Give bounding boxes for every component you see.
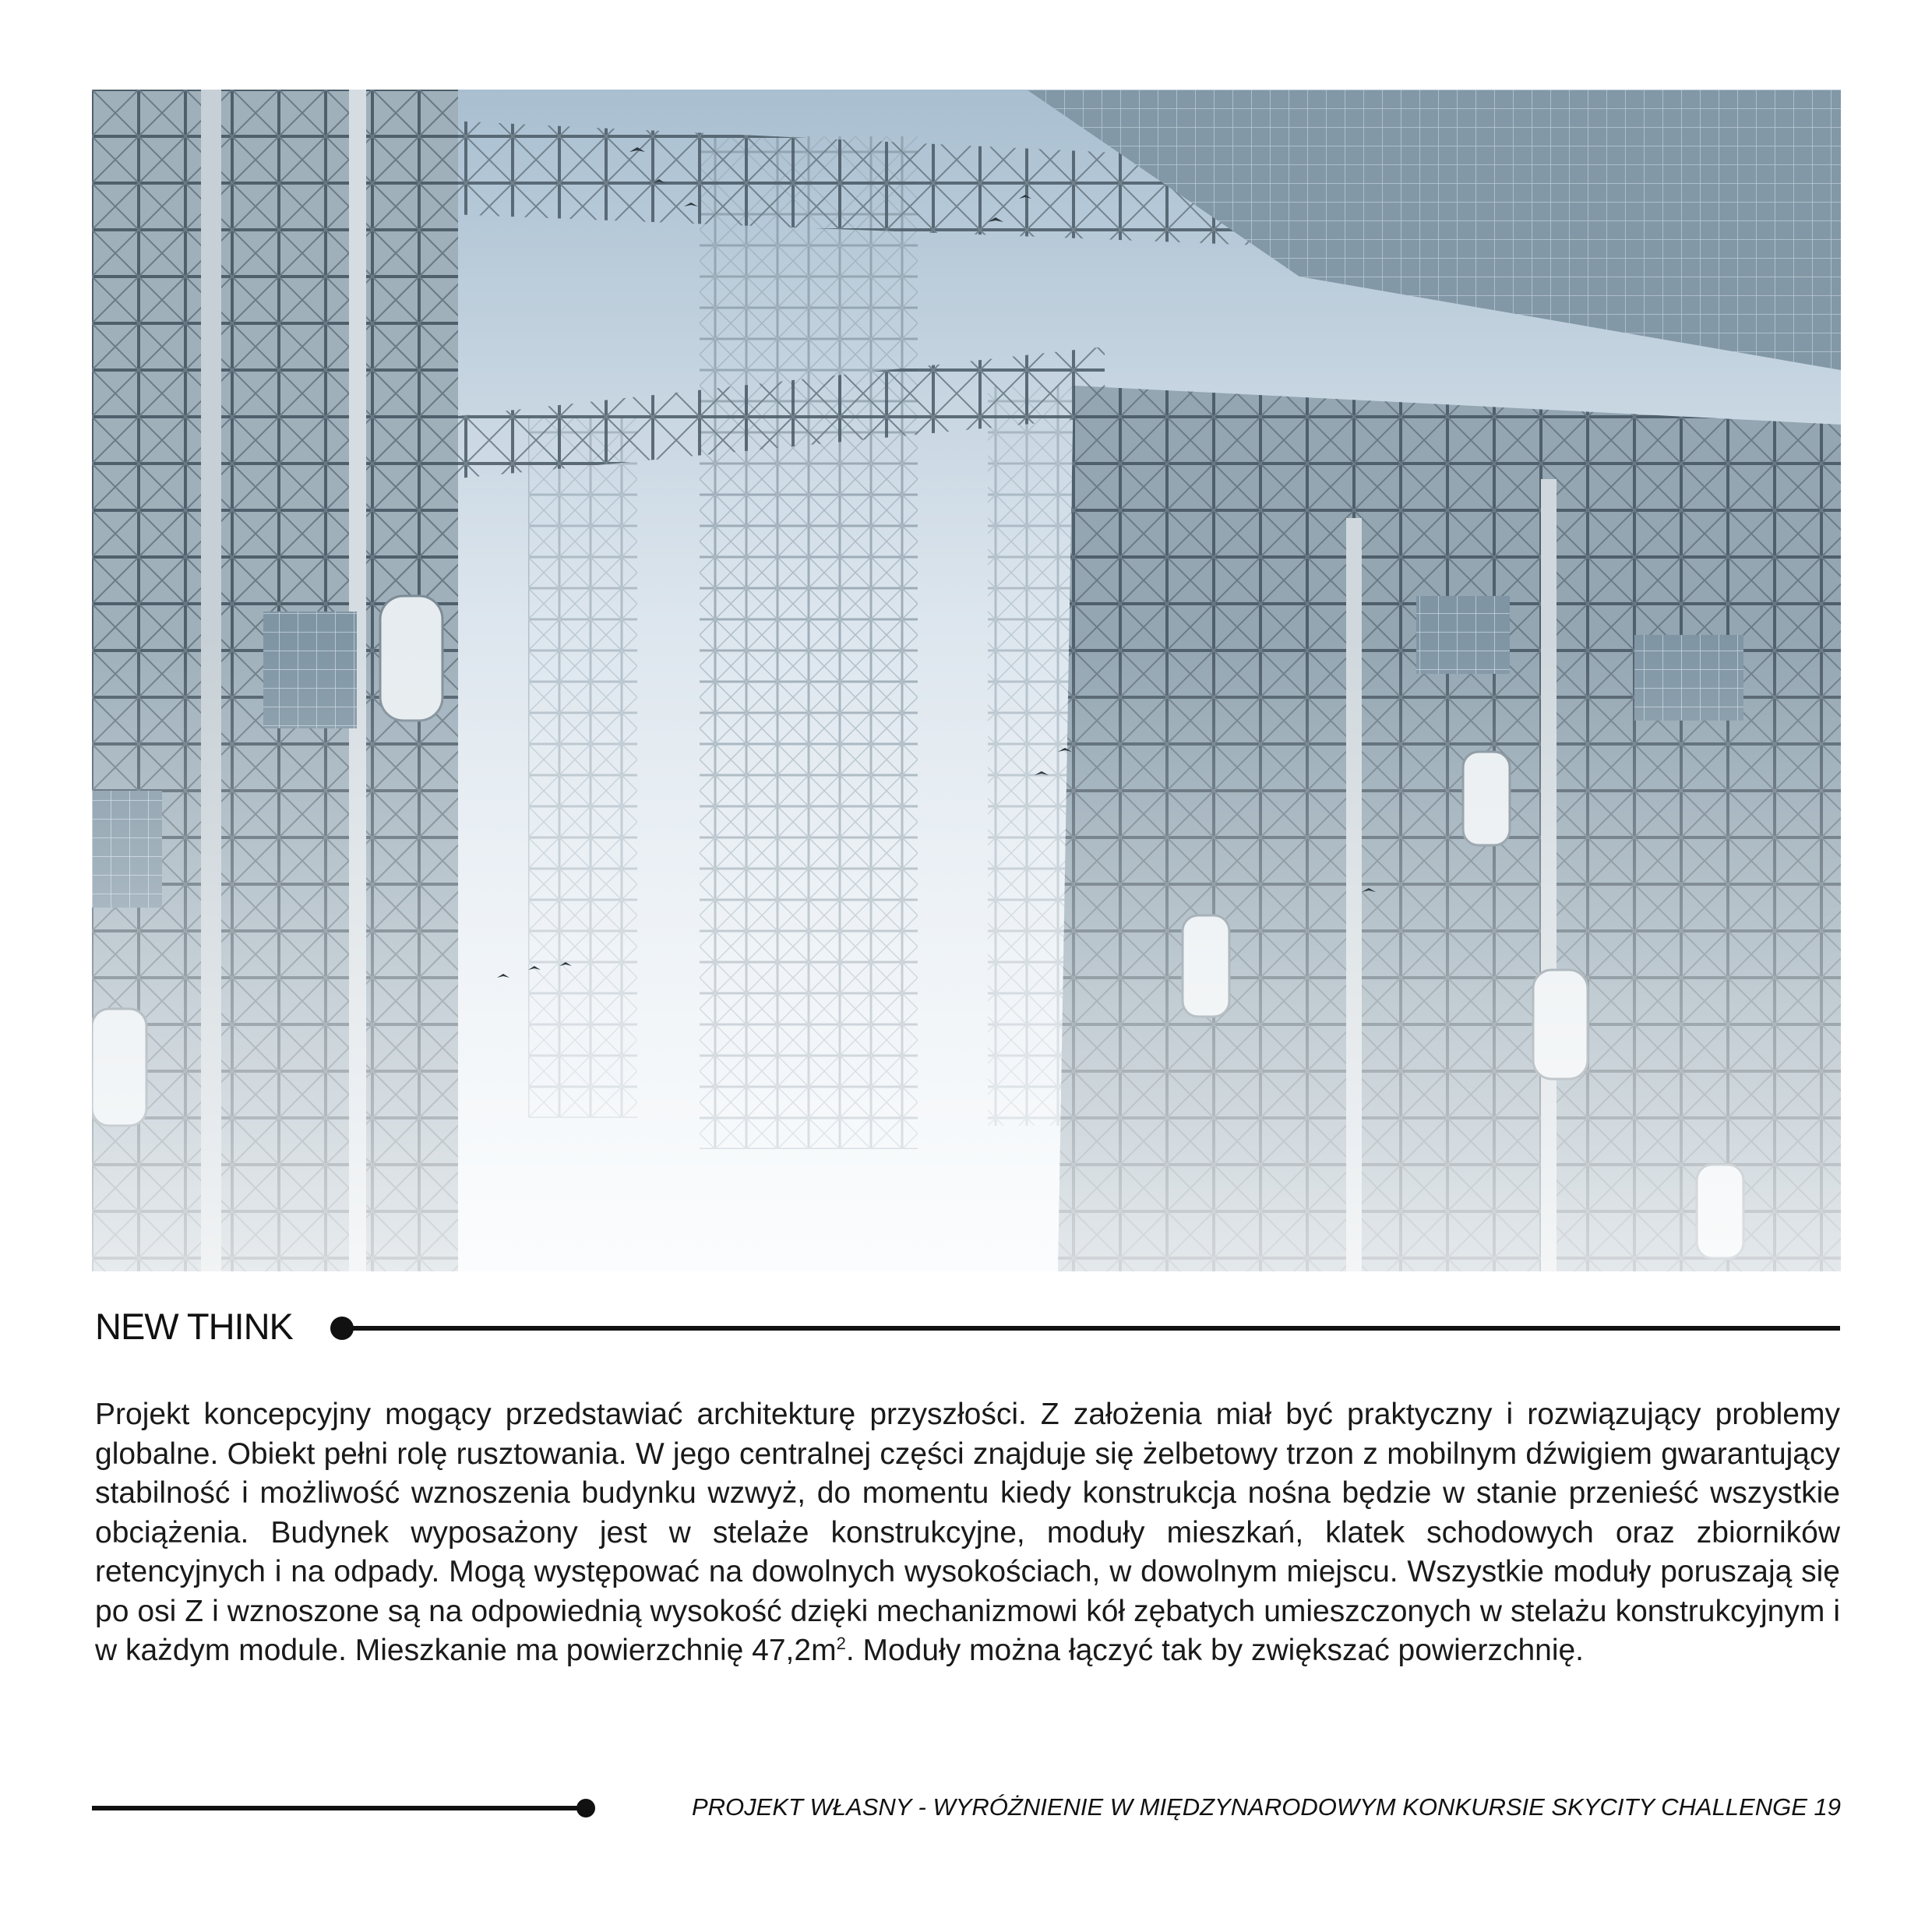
scaffold-city-illustration (92, 90, 1841, 1271)
area-unit-superscript: 2 (836, 1634, 846, 1653)
section-heading: NEW THINK (95, 1306, 293, 1347)
page-footer (92, 1790, 1841, 1824)
project-description-tail: . Moduły można łączyć tak by zwiększać powierzchnię. (845, 1634, 1585, 1667)
project-description-main: Projekt koncepcyjny mogący przedstawiać architekturę przyszłości. Z założenia miał być praktyczny i rozwiązujący problemy globalne. Obiekt pełni rolę rusztowania. W jego centralnej części znajduje się żelbetowy trzon z mobilnym dźwigiem gwarantujący stabilność i możliwość wznoszenia budynku wzwyż, do momentu kiedy konstrukcja nośna będzie w stanie przenieść wszystkie obciążenia. Budynek wyposażony jest w stelaże konstrukcyjne, moduły mieszkań, klatek schodowych oraz zbiorników retencyjnych i na odpady. Mogą występować na dowolnych wysokościach, w dowolnym miejscu. Wszystkie moduły poruszają się po osi Z i wznoszone są na odpowiednią wysokość dzięki mechanizmowi kół zębatych umieszczonych w stelażu konstrukcyjnym i w każdym module. Mieszkanie ma powierzchnię 47,2m (95, 1398, 1840, 1667)
footer-rule-line (92, 1806, 583, 1810)
footer-caption: PROJEKT WŁASNY - WYRÓŻNIENIE W MIĘDZYNARODOWYM KONKURSIE SKYCITY CHALLENGE 19 (691, 1793, 1841, 1821)
section-heading-row (95, 1299, 1840, 1354)
heading-rule-line (343, 1326, 1840, 1331)
architecture-render-image (92, 90, 1841, 1271)
project-description (95, 1395, 1840, 1671)
footer-bullet-dot (576, 1799, 595, 1817)
